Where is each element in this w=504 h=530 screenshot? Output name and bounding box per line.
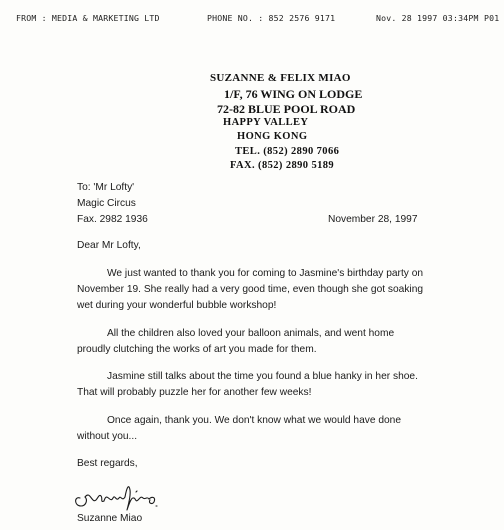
letterhead-fax: FAX. (852) 2890 5189 xyxy=(230,160,335,171)
recipient-organization: Magic Circus xyxy=(77,198,136,209)
paragraph-4 xyxy=(77,413,401,445)
paragraph-3 xyxy=(77,369,418,401)
letterhead-names: SUZANNE & FELIX MIAO xyxy=(210,72,351,84)
fax-transmission-header xyxy=(0,13,504,25)
signer-name: Suzanne Miao xyxy=(77,513,143,524)
paragraph-line: proudly clutching the works of art you made for them. xyxy=(77,344,317,355)
fax-page-number: P01 xyxy=(484,13,500,23)
salutation: Dear Mr Lofty, xyxy=(77,240,141,251)
fax-datetime: Nov. 28 1997 03:34PM xyxy=(376,13,479,23)
paragraph-line: without you... xyxy=(77,431,138,442)
letterhead-address-line-2: 72-82 BLUE POOL ROAD xyxy=(217,102,356,116)
letterhead-district: HAPPY VALLEY xyxy=(223,117,309,128)
fax-phone: PHONE NO. : 852 2576 9171 xyxy=(207,13,336,23)
paragraph-line: All the children also loved your balloon animals, and went home xyxy=(107,328,395,339)
closing: Best regards, xyxy=(77,458,138,469)
recipient-fax: Fax. 2982 1936 xyxy=(77,214,148,225)
letterhead-address-line-1: 1/F, 76 WING ON LODGE xyxy=(224,87,363,101)
recipient-block xyxy=(77,180,148,228)
paragraph-line: That will probably puzzle her for another few weeks! xyxy=(77,387,312,398)
letterhead-city: HONG KONG xyxy=(237,131,308,142)
paragraph-2 xyxy=(77,326,394,358)
handwritten-signature xyxy=(70,476,170,514)
letter-date: November 28, 1997 xyxy=(328,214,418,225)
paragraph-line: Jasmine still talks about the time you found a blue hanky in her shoe. xyxy=(107,371,418,382)
letterhead-telephone: TEL. (852) 2890 7066 xyxy=(235,146,340,157)
paragraph-line: We just wanted to thank you for coming to Jasmine's birthday party on xyxy=(107,268,424,279)
paragraph-line: wet during your wonderful bubble workshop! xyxy=(77,300,277,311)
paragraph-line: Once again, thank you. We don't know what we would have done xyxy=(107,415,401,426)
recipient-to: To: 'Mr Lofty' xyxy=(77,182,135,193)
fax-from: FROM : MEDIA & MARKETING LTD xyxy=(16,13,160,23)
paragraph-line: November 19. She really had a very good time, even though she got soaking xyxy=(77,284,424,295)
paragraph-1 xyxy=(77,266,423,314)
